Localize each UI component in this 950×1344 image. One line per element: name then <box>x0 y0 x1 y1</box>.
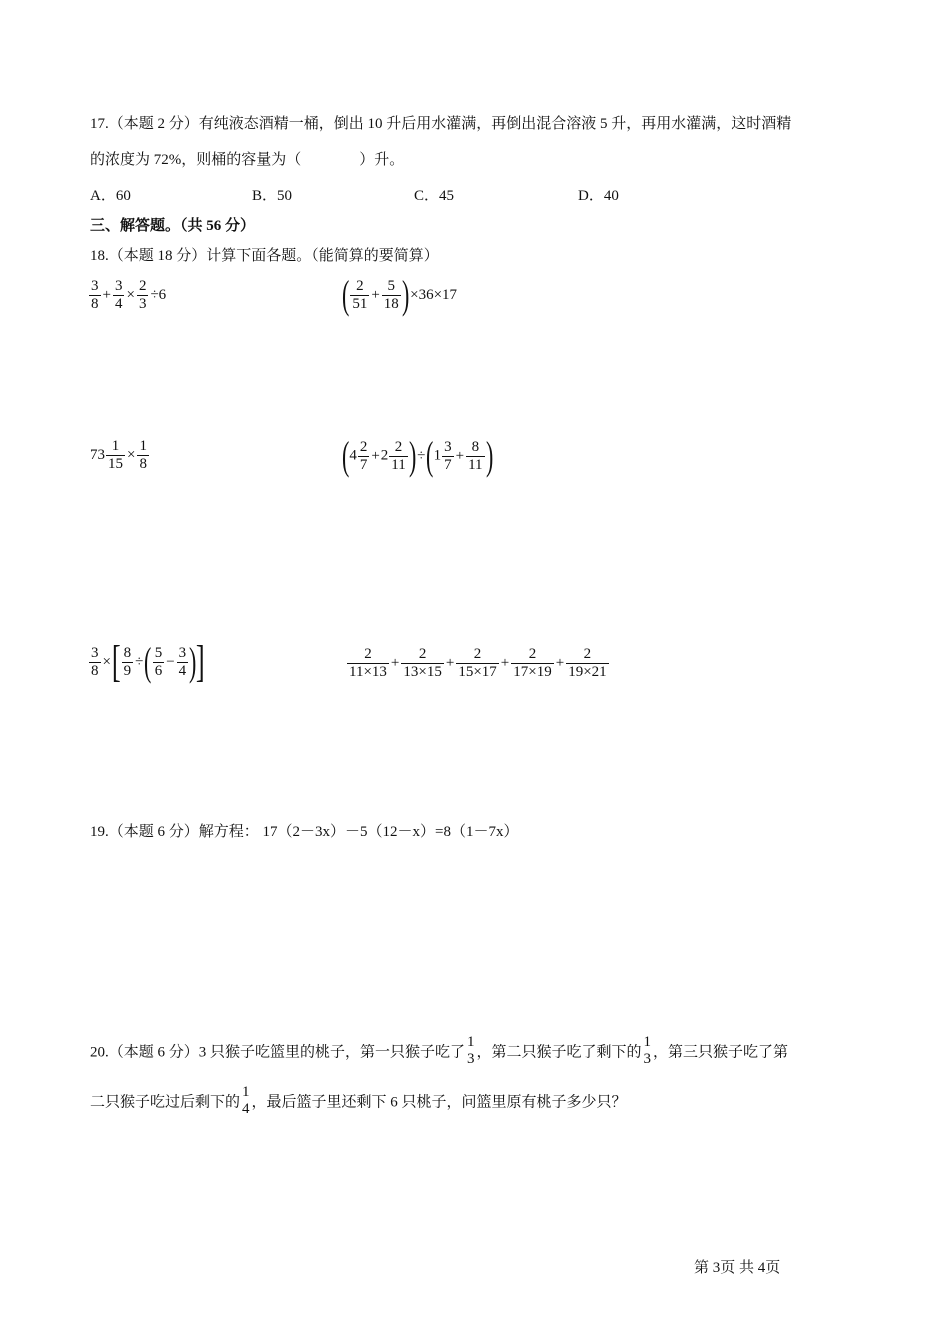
fraction: $\frac{2}{19\times 21}$ <box>568 646 607 680</box>
fraction: $\frac{8}{11}$ <box>468 438 483 473</box>
fraction: $\frac{2}{51}$ <box>352 277 368 312</box>
fraction: $\frac{3}{8}$ <box>91 278 99 312</box>
fraction: $\frac{8}{9}$ <box>123 644 132 679</box>
fraction: 1 3 <box>643 1034 652 1067</box>
q20-line2: 二只猴子吃过后剩下的 1 4 ，最后篮子里还剩下 6 只桃子，问篮里原有桃子多少只？ <box>90 1084 627 1117</box>
q17-option-d: D．40 <box>578 188 619 204</box>
fraction: $\frac{2}{11}$ <box>391 438 406 473</box>
q18-expr4: (4 $\frac{2}{7}$ +2 $\frac{2}{11}$ )÷(1 $\frac{3}{7}$ + $\frac{8}{11}$ ) <box>341 433 493 478</box>
fraction: $\frac{2}{15\times 17}$ <box>458 646 497 680</box>
q17-line2 <box>90 148 404 169</box>
fraction: $\frac{5}{18}$ <box>383 277 399 312</box>
fraction: 1 4 <box>242 1084 250 1117</box>
q18-prompt: 18.（本题 18 分）计算下面各题。（能简算的要简算） <box>90 248 439 264</box>
page-number: 第 3页 共 4页 <box>694 1260 781 1276</box>
fraction: $\frac{2}{13\times 15}$ <box>403 646 442 680</box>
q17-option-a: A．60 <box>90 188 131 204</box>
fraction: $\frac{2}{17\times 19}$ <box>513 646 552 680</box>
fraction: $\frac{1}{15}$ <box>108 438 123 472</box>
q17-option-b: B．50 <box>252 188 293 204</box>
q20-line1: 20.（本题 6 分）3 只猴子吃篮里的桃子，第一只猴子吃了 1 3 ，第二只猴子吃了剩下的 1 3 ，第三只猴子吃了第 <box>90 1034 789 1067</box>
q17-option-c: C．45 <box>414 188 455 204</box>
fraction: $\frac{2}{11\times 13}$ <box>349 646 387 680</box>
q17-line2-text-b: ）升。 <box>359 152 405 168</box>
fraction: $\frac{2}{7}$ <box>359 438 368 473</box>
fraction: $\frac{3}{7}$ <box>444 438 452 473</box>
fraction: $\frac{1}{8}$ <box>139 438 147 472</box>
q18-expr2: ( $\frac{2}{51}$ + $\frac{5}{18}$ )×36×17 <box>341 272 458 317</box>
q19-text: 19.（本题 6 分）解方程： 17（2－3x）－5（12－x）=8（1－7x） <box>90 824 519 840</box>
q18-expr6: $\frac{2}{11\times 13}$ + $\frac{2}{13\times 15}$ + $\frac{2}{15\times 17}$ + $\frac{2}{17\times 19}$ + $\frac{2}{19\times 21}$ <box>349 646 607 680</box>
q18-expr1: $\frac{3}{8}$ + $\frac{3}{4}$ × $\frac{2}{3}$ ÷6 <box>91 278 167 312</box>
fraction: $\frac{5}{6}$ <box>154 644 163 679</box>
q17-line2-text-a: 的浓度为 72%，则桶的容量为（ <box>90 152 302 168</box>
q17-line1: 17.（本题 2 分）有纯液态酒精一桶，倒出 10 升后用水灌满，再倒出混合溶液 5 升，再用水灌满，这时酒精 <box>90 116 792 132</box>
fraction: $\frac{3}{8}$ <box>91 644 99 679</box>
q18-expr5: $\frac{3}{8}$ ×[ $\frac{8}{9}$ ÷( $\frac{5}{6}$ − $\frac{3}{4}$ )] <box>91 637 206 686</box>
fraction: 1 3 <box>467 1034 475 1067</box>
section3-title: 三、解答题。（共 56 分） <box>90 218 256 234</box>
fraction: $\frac{2}{3}$ <box>138 278 147 312</box>
q18-expr3: 73 $\frac{1}{15}$ × $\frac{1}{8}$ <box>90 438 147 472</box>
fraction: $\frac{3}{4}$ <box>178 644 187 679</box>
fraction: $\frac{3}{4}$ <box>114 278 123 312</box>
